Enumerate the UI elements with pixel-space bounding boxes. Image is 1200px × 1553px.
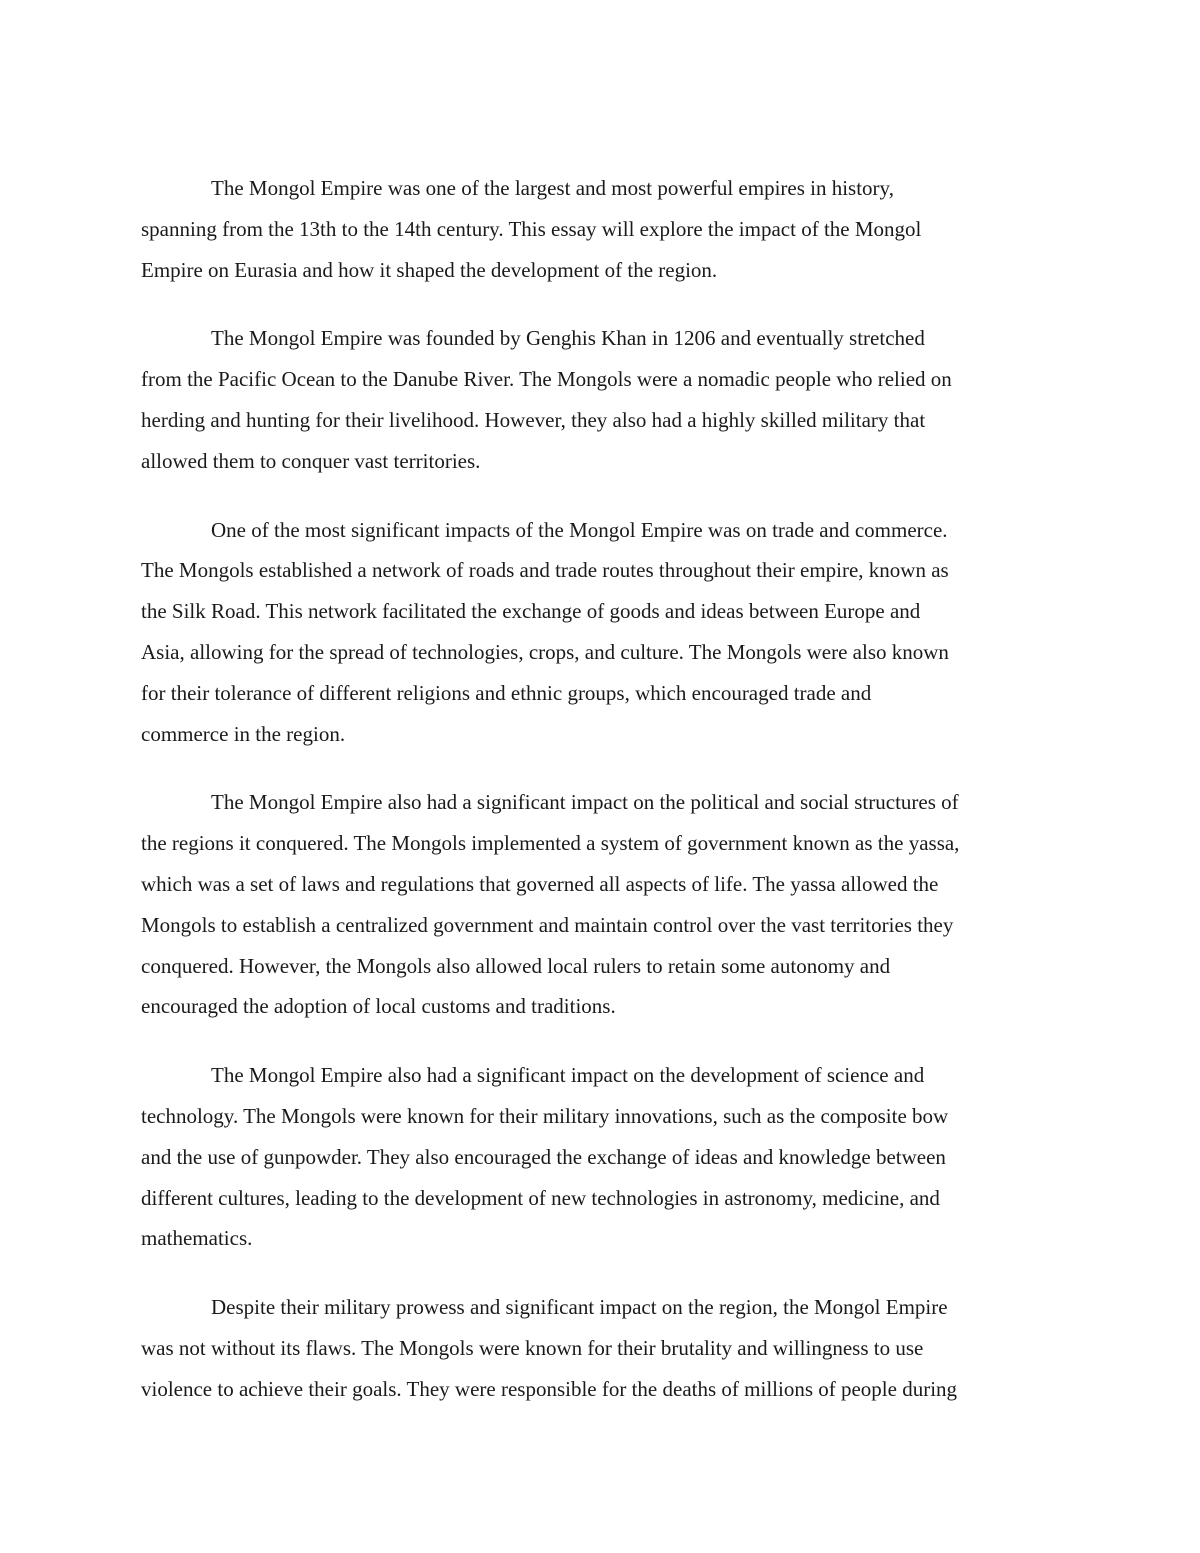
text-line: encouraged the adoption of local customs and traditions. [141, 994, 616, 1019]
paragraph-3 [141, 510, 1061, 755]
text-line: Asia, allowing for the spread of technologies, crops, and culture. The Mongols were also known [141, 639, 949, 664]
text-line: commerce in the region. [141, 721, 346, 746]
text-line: Mongols to establish a centralized government and maintain control over the vast territories they [141, 912, 954, 937]
text-line: for their tolerance of different religions and ethnic groups, which encouraged trade and [141, 680, 872, 705]
text-line: different cultures, leading to the development of new technologies in astronomy, medicine, and [141, 1185, 940, 1210]
paragraph-2 [141, 318, 1061, 481]
text-line: violence to achieve their goals. They were responsible for the deaths of millions of people during [141, 1376, 958, 1401]
text-line: The Mongols established a network of roads and trade routes throughout their empire, known as [141, 558, 949, 583]
paragraph-5 [141, 1055, 1061, 1259]
text-line: mathematics. [141, 1226, 253, 1251]
text-line: The Mongol Empire also had a significant impact on the development of science and [211, 1063, 925, 1088]
text-line: allowed them to conquer vast territories. [141, 448, 481, 473]
text-line: One of the most significant impacts of the Mongol Empire was on trade and commerce. [211, 517, 948, 542]
text-line: the regions it conquered. The Mongols implemented a system of government known as the yassa, [141, 831, 960, 856]
text-line: spanning from the 13th to the 14th century. This essay will explore the impact of the Mongol [141, 216, 922, 241]
text-line: the Silk Road. This network facilitated the exchange of goods and ideas between Europe and [141, 599, 921, 624]
essay-body [141, 168, 1061, 1438]
text-line: conquered. However, the Mongols also allowed local rulers to retain some autonomy and [141, 953, 891, 978]
text-line: which was a set of laws and regulations that governed all aspects of life. The yassa allowed the [141, 871, 939, 896]
text-line: The Mongol Empire was one of the largest and most powerful empires in history, [211, 176, 894, 200]
text-line: technology. The Mongols were known for their military innovations, such as the composite bow [141, 1103, 949, 1128]
paragraph-1 [141, 168, 1061, 290]
paragraph-6 [141, 1287, 1061, 1409]
text-line: and the use of gunpowder. They also encouraged the exchange of ideas and knowledge between [141, 1144, 946, 1169]
text-line: Despite their military prowess and significant impact on the region, the Mongol Empire [211, 1295, 948, 1320]
paragraph-4 [141, 782, 1061, 1027]
text-line: herding and hunting for their livelihood. However, they also had a highly skilled military that [141, 407, 926, 432]
text-line: was not without its flaws. The Mongols were known for their brutality and willingness to use [141, 1335, 924, 1360]
text-line: from the Pacific Ocean to the Danube River. The Mongols were a nomadic people who relied on [141, 367, 952, 392]
text-line: The Mongol Empire was founded by Genghis Khan in 1206 and eventually stretched [211, 326, 925, 351]
text-line: The Mongol Empire also had a significant impact on the political and social structures of [211, 790, 959, 815]
text-line: Empire on Eurasia and how it shaped the development of the region. [141, 257, 718, 282]
